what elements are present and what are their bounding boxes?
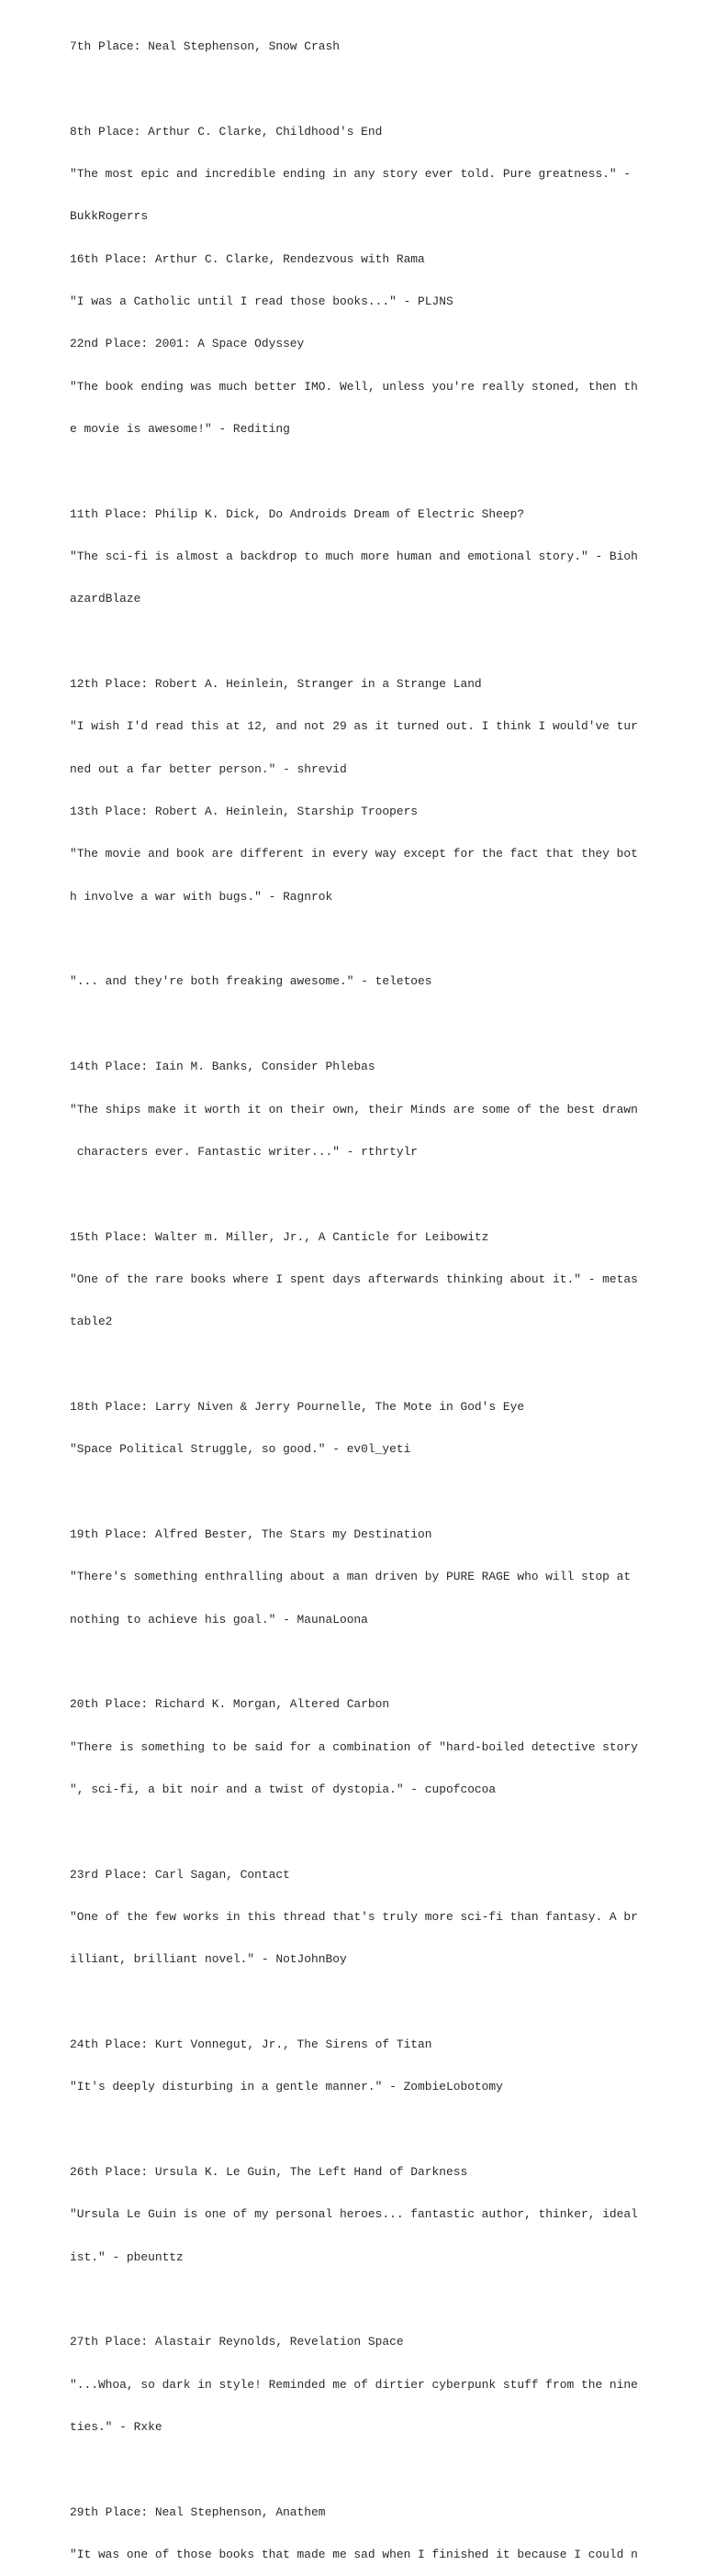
text-line: azardBlaze (70, 592, 141, 606)
text-line (70, 1485, 694, 1499)
text-line: e movie is awesome!" - Rediting (70, 422, 290, 436)
text-line (70, 2123, 694, 2137)
text-line (70, 2463, 694, 2477)
text-line (70, 932, 694, 946)
text-line: "The sci-fi is almost a backdrop to much more human and emotional story." - Bioh (70, 550, 638, 564)
text-line: "One of the few works in this thread that's truly more sci-fi than fantasy. A br (70, 1910, 638, 1925)
text-line: 16th Place: Arthur C. Clarke, Rendezvous with Rama (70, 251, 425, 266)
text-line: "Ursula Le Guin is one of my personal heroes... fantastic author, thinker, ideal (70, 2207, 638, 2222)
text-line: BukkRogerrs (70, 209, 149, 224)
text-line: "The movie and book are different in every way except for the fact that they bot (70, 847, 638, 861)
text-line: illiant, brilliant novel." - NotJohnBoy (70, 1952, 347, 1967)
text-line: 29th Place: Neal Stephenson, Anathem (70, 2504, 326, 2519)
text-line: "The book ending was much better IMO. Well, unless you're really stoned, then th (70, 379, 638, 394)
text-line: "The ships make it worth it on their own, their Minds are some of the best drawn (70, 1102, 638, 1116)
text-line: "It was one of those books that made me sad when I finished it because I could n (70, 2548, 638, 2562)
text-line (70, 1995, 694, 2009)
text-line: ist." - pbeunttz (70, 2249, 184, 2264)
text-line: 19th Place: Alfred Bester, The Stars my Destination (70, 1527, 432, 1541)
text-line: "...Whoa, so dark in style! Reminded me of dirtier cyberpunk stuff from the nine (70, 2377, 638, 2392)
text-line (70, 1017, 694, 1031)
text-line: 7th Place: Neal Stephenson, Snow Crash (70, 39, 340, 53)
document-text (70, 11, 694, 2576)
text-line (70, 1825, 694, 1838)
text-line (70, 82, 694, 95)
text-line (70, 635, 694, 649)
text-line (70, 1655, 694, 1669)
text-line: 12th Place: Robert A. Heinlein, Stranger in a Strange Land (70, 677, 482, 692)
text-line: "There is something to be said for a combination of "hard-boiled detective story (70, 1739, 638, 1754)
text-line: 15th Place: Walter m. Miller, Jr., A Canticle for Leibowitz (70, 1229, 489, 1244)
text-line: h involve a war with bugs." - Ragnrok (70, 889, 333, 904)
text-line: 8th Place: Arthur C. Clarke, Childhood's End (70, 124, 383, 139)
text-line: "There's something enthralling about a man driven by PURE RAGE who will stop at (70, 1570, 632, 1584)
text-line: 24th Place: Kurt Vonnegut, Jr., The Sirens of Titan (70, 2037, 432, 2052)
text-line: "Space Political Struggle, so good." - ev0l_yeti (70, 1442, 411, 1457)
text-line: 27th Place: Alastair Reynolds, Revelation Space (70, 2335, 404, 2349)
text-line (70, 1358, 694, 1371)
text-line: ties." - Rxke (70, 2420, 162, 2435)
text-line: 18th Place: Larry Niven & Jerry Pournelle, The Mote in God's Eye (70, 1399, 525, 1414)
text-line: ", sci-fi, a bit noir and a twist of dystopia." - cupofcocoa (70, 1782, 497, 1796)
text-line: "I wish I'd read this at 12, and not 29 as it turned out. I think I would've tur (70, 719, 638, 734)
text-line (70, 2293, 694, 2306)
text-line: "It's deeply disturbing in a gentle manner." - ZombieLobotomy (70, 2080, 503, 2094)
text-line: nothing to achieve his goal." - MaunaLoona (70, 1612, 368, 1627)
text-line: characters ever. Fantastic writer..." - rthrtylr (70, 1144, 419, 1159)
text-line (70, 464, 694, 478)
text-line: "... and they're both freaking awesome." - teletoes (70, 974, 432, 989)
text-line (70, 1187, 694, 1201)
text-line: ned out a far better person." - shrevid (70, 761, 347, 776)
text-line: 11th Place: Philip K. Dick, Do Androids Dream of Electric Sheep? (70, 506, 525, 521)
text-line: "One of the rare books where I spent days afterwards thinking about it." - metas (70, 1271, 638, 1286)
text-line: 22nd Place: 2001: A Space Odyssey (70, 337, 305, 351)
text-line: 20th Place: Richard K. Morgan, Altered Carbon (70, 1697, 390, 1712)
text-line: 13th Place: Robert A. Heinlein, Starship Troopers (70, 805, 419, 819)
text-line: 23rd Place: Carl Sagan, Contact (70, 1867, 290, 1882)
text-line: 26th Place: Ursula K. Le Guin, The Left Hand of Darkness (70, 2165, 468, 2180)
text-line: "I was a Catholic until I read those books..." - PLJNS (70, 294, 453, 308)
text-line: "The most epic and incredible ending in any story ever told. Pure greatness." - (70, 166, 632, 181)
text-line: 14th Place: Iain M. Banks, Consider Phlebas (70, 1060, 375, 1074)
text-line: table2 (70, 1315, 113, 1329)
